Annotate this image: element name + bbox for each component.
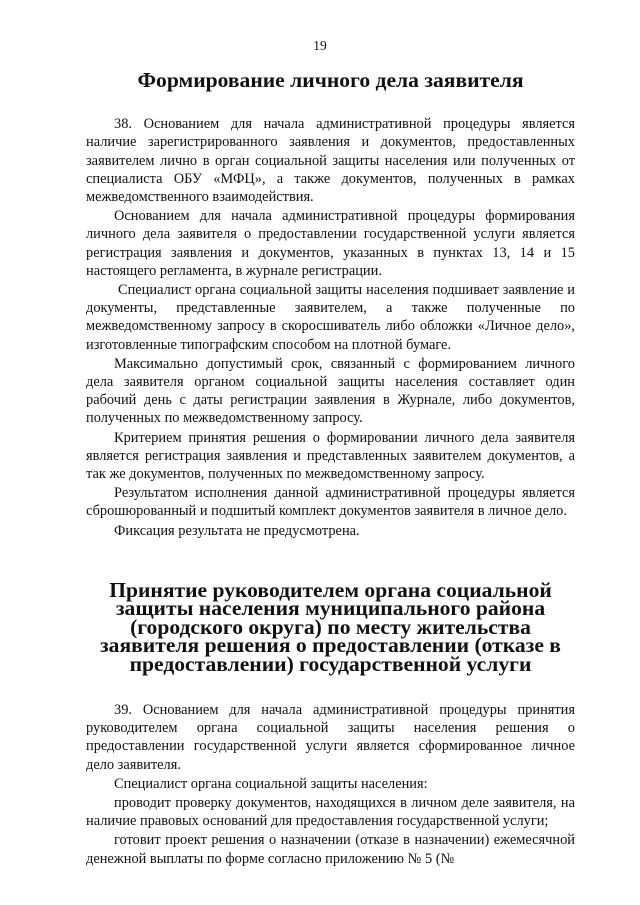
paragraph: Фиксация результата не предусмотрена. [114, 522, 360, 539]
paragraph: проводит проверку документов, находящихся в личном деле заявителя, на наличие правовых оснований для предоставления государственной услуги; [86, 794, 575, 830]
paragraph: Основанием для начала административной процедуры формирования личного дела заявителя о предоставлении государственной услуги является регистрация заявления и документов, указанных в пунктах 13, 14 и 15 настоящего регламента, в журнале регистрации. [86, 208, 575, 279]
paragraph-39: 39. Основанием для начала административной процедуры принятия руководителем органа социальной защиты населения решения о предоставлении государственной услуги является сформированное личное дело заявителя. [86, 701, 575, 773]
section-heading-decision: Принятие руководителем органа социальной защиты населения муниципального района (городского округа) по месту жительства заявителя решения о предоставлении (отказе в предоставлении) государственной услуги [100, 577, 561, 676]
document-body [86, 65, 575, 869]
paragraph: готовит проект решения о назначении (отказе в назначении) ежемесячной денежной выплаты по форме согласно приложению № 5 (№ [86, 832, 575, 867]
paragraph: Специалист органа социальной защиты населения: [114, 775, 428, 792]
section-heading-personal-file: Формирование личного дела заявителя [137, 68, 524, 92]
paragraph-38: 38. Основанием для начала административной процедуры является наличие зарегистрированного заявления и документов, предоставленных заявителем лично в орган социальной защиты населения или полученных от специалиста ОБУ «МФЦ», а также документов, полученных в рамках межведомственного взаимодействия. [86, 116, 575, 206]
page-number: 19 [313, 38, 327, 53]
paragraph: Максимально допустимый срок, связанный с формированием личного дела заявителя органом социальной защиты населения составляет один рабочий день с даты регистрации заявления в Журнале, либо документов, полученных по межведомственному запросу. [86, 355, 575, 427]
paragraph: Специалист органа социальной защиты населения подшивает заявление и документы, представленные заявителем, а также полученные по межведомственному запросу в скоросшиватель либо обложки «Личное дело», изготовленные типографским способом на плотной бумаге. [86, 282, 575, 353]
paragraph: Критерием принятия решения о формировании личного дела заявителя является регистрация заявления и представленных заявителем документов, а так же документов, полученных по межведомственному запросу. [86, 429, 575, 483]
paragraph: Результатом исполнения данной административной процедуры является сброшюрованный и подшитый комплект документов заявителя в личное дело. [86, 485, 575, 520]
